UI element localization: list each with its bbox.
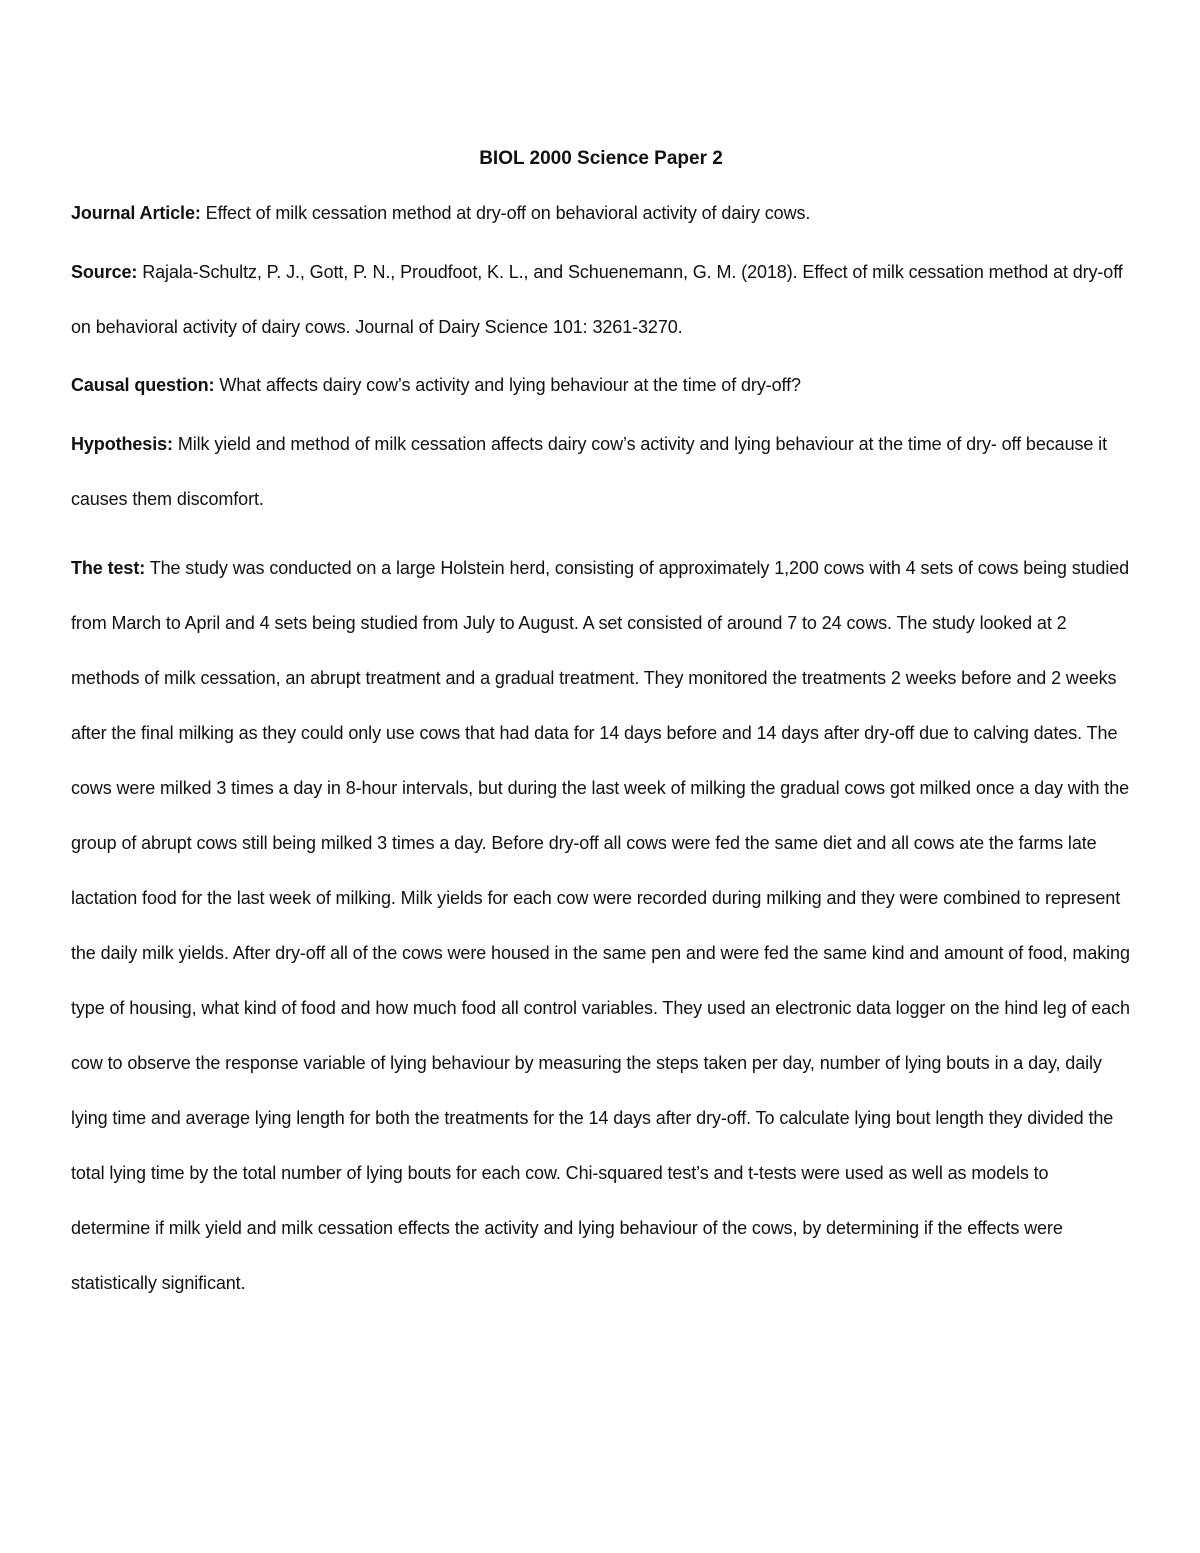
journal-article-text: Effect of milk cessation method at dry-off on behavioral activity of dairy cows. [205,203,811,223]
source-paragraph [71,245,1131,355]
the-test-paragraph [71,541,1131,1311]
journal-article-paragraph [71,197,1131,229]
source-text: Rajala-Schultz, P. J., Gott, P. N., Proudfoot, K. L., and Schuenemann, G. M. (2018). Effect of milk cessation method at dry-off on behavioral activity of dairy cows. Journal of Dairy Science 101: 3261-3270. [71,262,1123,337]
source-label: Source: [71,262,138,282]
journal-article-label: Journal Article: [71,203,201,223]
causal-question-label: Causal question: [71,375,215,395]
hypothesis-paragraph [71,417,1131,527]
causal-question-paragraph [71,369,1131,401]
hypothesis-text: Milk yield and method of milk cessation affects dairy cow’s activity and lying behaviour at the time of dry- off because it causes them discomfort. [71,434,1107,509]
the-test-text: The study was conducted on a large Holstein herd, consisting of approximately 1,200 cows with 4 sets of cows being studied from March to April and 4 sets being studied from July to August. A set consisted of around 7 to 24 cows. The study looked at 2 methods of milk cessation, an abrupt treatment and a gradual treatment. They monitored the treatments 2 weeks before and 2 weeks after the final milking as they could only use cows that had data for 14 days before and 14 days after dry-off due to calving dates. The cows were milked 3 times a day in 8-hour intervals, but during the last week of milking the gradual cows got milked once a day with the group of abrupt cows still being milked 3 times a day. Before dry-off all cows were fed the same diet and all cows ate the farms late lactation food for the last week of milking. Milk yields for each cow were recorded during milking and they were combined to represent the daily milk yields. After dry-off all of the cows were housed in the same pen and were fed the same kind and amount of food, making type of housing, what kind of food and how much food all control variables. They used an electronic data logger on the hind leg of each cow to observe the response variable of lying behaviour by measuring the steps taken per day, number of lying bouts in a day, daily lying time and average lying length for both the treatments for the 14 days after dry-off. To calculate lying bout length they divided the total lying time by the total number of lying bouts for each cow. Chi-squared test’s and t-tests were used as well as models to determine if milk yield and milk cessation effects the activity and lying behaviour of the cows, by determining if the effects were statistically significant. [71,558,1130,1293]
the-test-label: The test: [71,558,146,578]
document-title: BIOL 2000 Science Paper 2 [479,148,723,169]
causal-question-text: What affects dairy cow’s activity and lying behaviour at the time of dry-off? [219,375,801,395]
document-body [71,143,1131,1325]
hypothesis-label: Hypothesis: [71,434,173,454]
